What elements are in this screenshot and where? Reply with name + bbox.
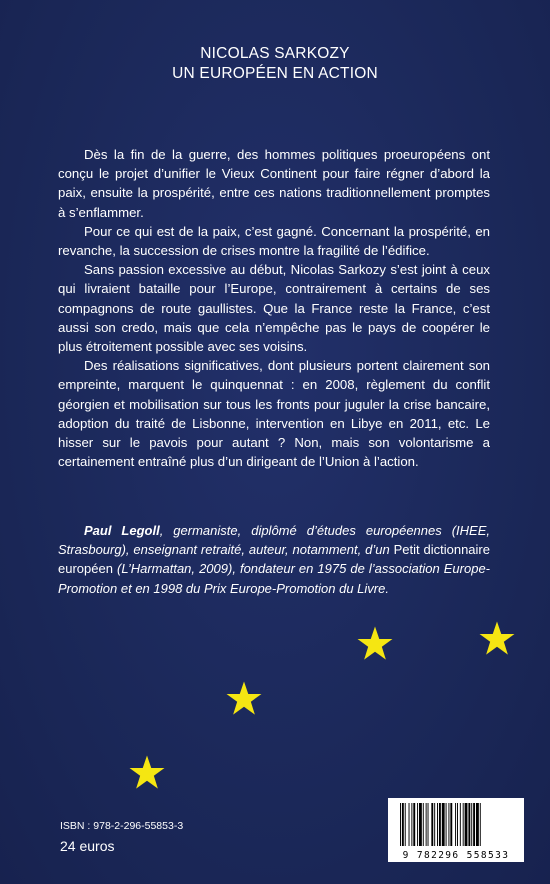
blurb-paragraph: Sans passion excessive au début, Nicolas Sarkozy s’est joint à ceux qui livraient bataille pour l’Europe, contrairement à certains de ses compagnons de route gaullistes. Que la France reste la France, c’est aussi son credo, mais que cela n’empêche pas le pays de coopérer le plus étroitement possible avec ses voisins.	[58, 262, 490, 355]
blurb-paragraph: Pour ce qui est de la paix, c’est gagné. Concernant la prospérité, en revanche, la succession de crises montre la fragilité de l’édifice.	[58, 223, 490, 259]
blurb-paragraph: Des réalisations significatives, dont plusieurs portent clairement son empreinte, marquent le quinquennat : en 2008, règlement du conflit géorgien et mobilisation sur tous les fronts pour juguler la crise bancaire, adoption du traité de Lisbonne, intervention en Libye en 2011, etc. Le hisser sur le pavois pour autant ? Non, mais son volontarisme a certainement entraîné plus d’un dirigeant de l’Union à l’action.	[58, 358, 490, 470]
price: 24 euros	[60, 838, 115, 854]
title-line-2: UN EUROPÉEN EN ACTION	[172, 65, 378, 82]
isbn: ISBN : 978-2-296-55853-3	[60, 820, 184, 832]
star-icon	[478, 620, 516, 658]
star-icon	[356, 625, 394, 663]
author-bio	[58, 521, 490, 598]
barcode-icon	[388, 798, 524, 862]
star-icon	[225, 680, 263, 718]
star-icon	[128, 754, 166, 792]
blurb	[58, 145, 490, 471]
bio-book-title: Petit dictionnaire européen	[58, 542, 490, 577]
author-name: Paul Legoll	[84, 523, 160, 538]
title-line-1: NICOLAS SARKOZY	[200, 45, 350, 62]
barcode-bars	[388, 798, 524, 850]
bio-text-2: (L’Harmattan, 2009), fondateur en 1975 de l’association Europe-Promotion et en 1998 du Prix Europe-Promotion du Livre.	[58, 561, 490, 596]
book-title	[0, 44, 550, 84]
bio-text-1: , germaniste, diplômé d’études européennes (IHEE, Strasbourg), enseignant retraité, auteur, notamment, d’un	[58, 523, 491, 558]
blurb-paragraph: Dès la fin de la guerre, des hommes politiques proeuropéens ont conçu le projet d’unifier le Vieux Continent pour faire régner d’abord la paix, ensuite la prospérité, entre ces nations traditionnellement promptes à s’enflammer.	[58, 147, 490, 220]
barcode-digits: 9 782296 558533	[402, 850, 510, 861]
